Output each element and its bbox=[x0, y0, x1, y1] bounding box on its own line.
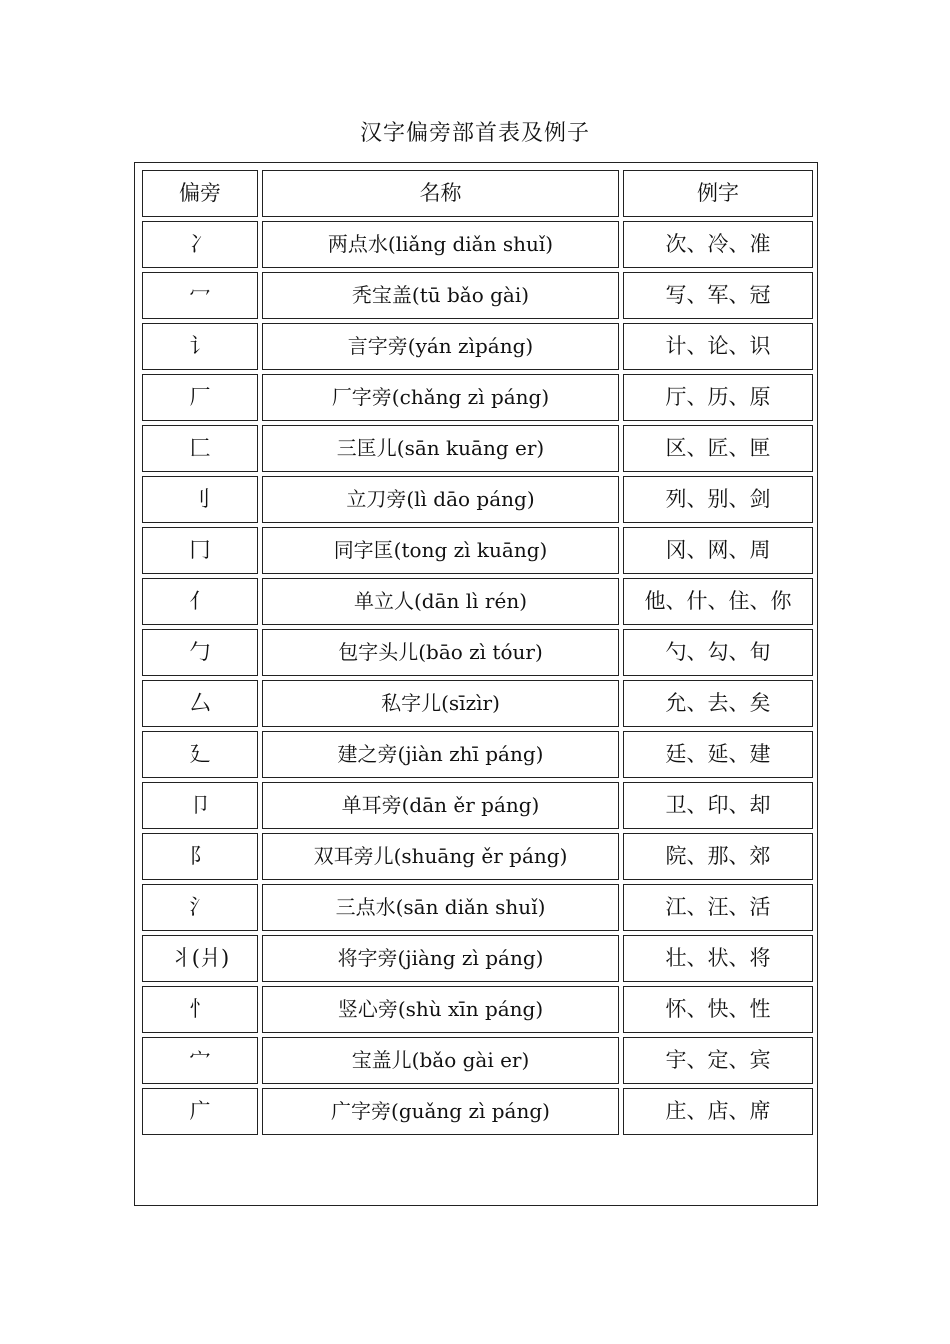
radical-cell: 刂 bbox=[142, 476, 258, 523]
examples-cell: 他、什、住、你 bbox=[623, 578, 813, 625]
radical-cell: 冖 bbox=[142, 272, 258, 319]
table-row bbox=[142, 578, 813, 625]
table-row bbox=[142, 680, 813, 727]
name-cell: 厂字旁(chǎng zì páng) bbox=[262, 374, 619, 421]
radical-cell: 氵 bbox=[142, 884, 258, 931]
header-radical: 偏旁 bbox=[142, 170, 258, 217]
table-row bbox=[142, 629, 813, 676]
radical-table bbox=[138, 166, 817, 1139]
name-cell: 双耳旁儿(shuāng ěr páng) bbox=[262, 833, 619, 880]
examples-cell: 冈、网、周 bbox=[623, 527, 813, 574]
examples-cell: 计、论、识 bbox=[623, 323, 813, 370]
examples-cell: 宇、定、宾 bbox=[623, 1037, 813, 1084]
name-cell: 建之旁(jiàn zhī páng) bbox=[262, 731, 619, 778]
table-row bbox=[142, 833, 813, 880]
name-cell: 秃宝盖(tū bǎo gài) bbox=[262, 272, 619, 319]
name-cell: 包字头儿(bāo zì tóur) bbox=[262, 629, 619, 676]
name-cell: 三点水(sān diǎn shuǐ) bbox=[262, 884, 619, 931]
table-row bbox=[142, 782, 813, 829]
examples-cell: 写、军、冠 bbox=[623, 272, 813, 319]
name-cell: 立刀旁(lì dāo páng) bbox=[262, 476, 619, 523]
table-row bbox=[142, 935, 813, 982]
name-cell: 同字匡(tong zì kuāng) bbox=[262, 527, 619, 574]
radical-cell: 卩 bbox=[142, 782, 258, 829]
table-row bbox=[142, 1037, 813, 1084]
radical-cell: 冫 bbox=[142, 221, 258, 268]
examples-cell: 区、匠、匣 bbox=[623, 425, 813, 472]
examples-cell: 院、那、郊 bbox=[623, 833, 813, 880]
name-cell: 两点水(liǎng diǎn shuǐ) bbox=[262, 221, 619, 268]
name-cell: 言字旁(yán zìpáng) bbox=[262, 323, 619, 370]
examples-cell: 怀、快、性 bbox=[623, 986, 813, 1033]
examples-cell: 卫、印、却 bbox=[623, 782, 813, 829]
radical-cell: 宀 bbox=[142, 1037, 258, 1084]
table-row bbox=[142, 731, 813, 778]
name-cell: 单立人(dān lì rén) bbox=[262, 578, 619, 625]
examples-cell: 厅、历、原 bbox=[623, 374, 813, 421]
radical-cell: 匚 bbox=[142, 425, 258, 472]
table-row bbox=[142, 221, 813, 268]
name-cell: 将字旁(jiàng zì páng) bbox=[262, 935, 619, 982]
table-row bbox=[142, 374, 813, 421]
radical-cell: 忄 bbox=[142, 986, 258, 1033]
page-title: 汉字偏旁部首表及例子 bbox=[359, 121, 590, 146]
radical-cell: 廴 bbox=[142, 731, 258, 778]
radical-cell: 亻 bbox=[142, 578, 258, 625]
table-row bbox=[142, 323, 813, 370]
radical-cell: 冂 bbox=[142, 527, 258, 574]
table-header-row bbox=[142, 170, 813, 217]
name-cell: 宝盖儿(bǎo gài er) bbox=[262, 1037, 619, 1084]
header-examples: 例字 bbox=[623, 170, 813, 217]
radical-cell: 讠 bbox=[142, 323, 258, 370]
radical-cell: 厂 bbox=[142, 374, 258, 421]
name-cell: 广字旁(guǎng zì páng) bbox=[262, 1088, 619, 1135]
table-row bbox=[142, 884, 813, 931]
examples-cell: 廷、延、建 bbox=[623, 731, 813, 778]
examples-cell: 勺、勾、旬 bbox=[623, 629, 813, 676]
name-cell: 三匡儿(sān kuāng er) bbox=[262, 425, 619, 472]
radical-table-frame bbox=[134, 162, 818, 1206]
examples-cell: 壮、状、将 bbox=[623, 935, 813, 982]
table-row bbox=[142, 272, 813, 319]
table-row bbox=[142, 1088, 813, 1135]
radical-cell: 厶 bbox=[142, 680, 258, 727]
examples-cell: 庄、店、席 bbox=[623, 1088, 813, 1135]
table-row bbox=[142, 425, 813, 472]
examples-cell: 允、去、矣 bbox=[623, 680, 813, 727]
table-row bbox=[142, 527, 813, 574]
examples-cell: 列、别、剑 bbox=[623, 476, 813, 523]
radical-cell: 广 bbox=[142, 1088, 258, 1135]
name-cell: 单耳旁(dān ěr páng) bbox=[262, 782, 619, 829]
table-row bbox=[142, 476, 813, 523]
radical-cell: 勹 bbox=[142, 629, 258, 676]
name-cell: 竖心旁(shù xīn páng) bbox=[262, 986, 619, 1033]
radical-cell: 丬(爿) bbox=[142, 935, 258, 982]
header-name: 名称 bbox=[262, 170, 619, 217]
table-row bbox=[142, 986, 813, 1033]
examples-cell: 次、冷、准 bbox=[623, 221, 813, 268]
examples-cell: 江、汪、活 bbox=[623, 884, 813, 931]
radical-cell: 阝 bbox=[142, 833, 258, 880]
name-cell: 私字儿(sīzìr) bbox=[262, 680, 619, 727]
